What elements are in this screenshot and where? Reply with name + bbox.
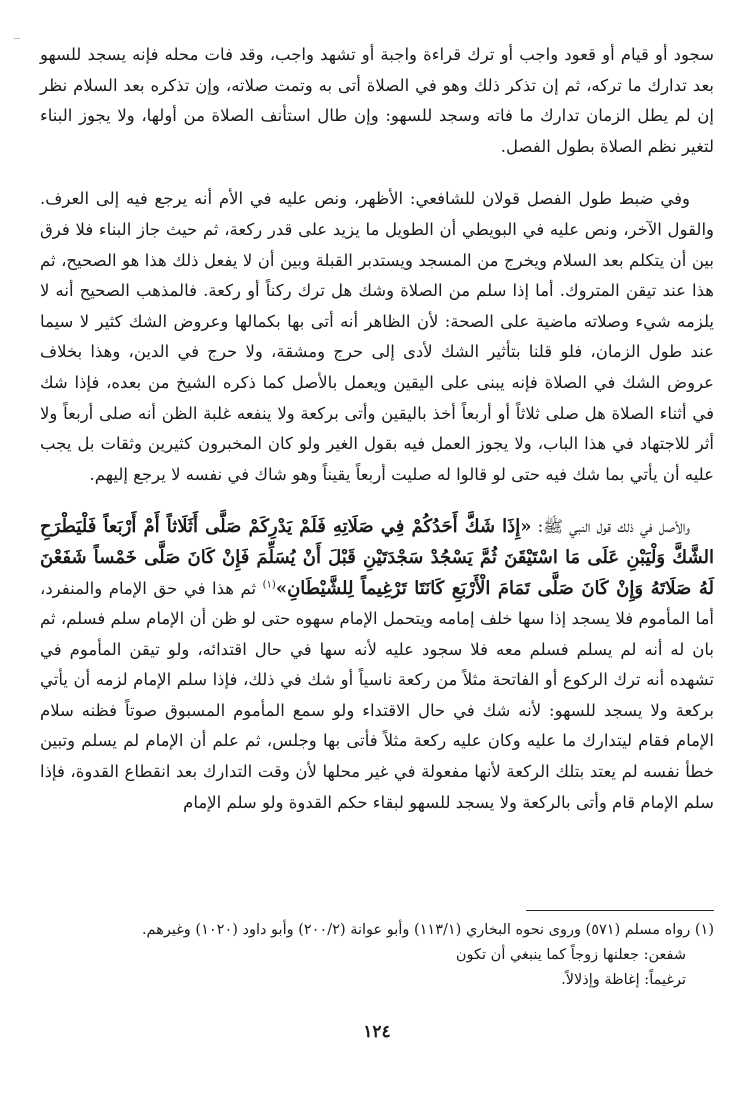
paragraph-1: سجود أو قيام أو قعود واجب أو ترك قراءة واجبة أو تشهد واجب، وقد فات محله فإنه يسجد للسهو بعد تدارك ما تركه، ثم إن تذكر ذلك وهو في الصلاة أتى به وتمت صلاته، وإن تذكره بعد السلام نظر إن لم يطل الزمان تدارك ما فاته وسجد للسهو: وإن طال استأنف الصلاة من أولها، ولا يجوز البناء لتغير نظم الصلاة بطول الفصل. [40, 45, 714, 156]
footnote-gloss-shafaan: شفعن: جعلنها زوجاً كما ينبغي أن تكون [455, 947, 686, 963]
paragraph-gap [40, 162, 714, 184]
main-text [40, 40, 714, 818]
paragraph-2: وفي ضبط طول الفصل قولان للشافعي: الأظهر، ونص عليه في الأم أنه يرجع فيه إلى العرف. والقول الآخر، ونص عليه في البويطي أن الطويل ما يزيد على قدر ركعة، ثم حيث جاز البناء فلا فرق بين أن يتكلم بعد السلام ويخرج من المسجد ويستدبر القبلة وبين أن لا يفعل ذلك هذا هو الصحيح، ثم هذا عند تيقن المتروك. أما إذا سلم من الصلاة وشك هل ترك ركناً أو ركعة. فالمذهب الصحيح أنه لا يلزمه شيء وصلاته ماضية على الصحة: لأن الظاهر أنه أتى بها بكمالها وعروض الشك كثير لا سيما عند طول الزمان، فلو قلنا بتأثير الشك لأدى إلى حرج ومشقة، ولا حرج في الدين، وهذا بخلاف عروض الشك في الصلاة فإنه يبنى على اليقين ويعمل بالأصل كما ذكره الشيخ من بعده، فإذا شك في أثناء الصلاة هل صلى ثلاثاً أو أربعاً أخذ باليقين وأتى بركعة ولا ينفعه غلبة الظن أنه صلى أربعاً ولا أثر للاجتهاد في هذا الباب، ولا يجوز العمل فيه بقول الغير ولو كان المخبرون كثيرين وثقات بل يجب عليه أن يأتي بما شك فيه حتى لو قالوا له صليت أربعاً يقيناً وهو شاك في نفسه لا يرجع إليهم. [40, 189, 714, 484]
page-number: ١٢٤ [363, 1022, 391, 1042]
footnote-1: (١) رواه مسلم (٥٧١) وروى نحوه البخاري (١١٣/١) وأبو عوانة (٢٠٠/٢) وأبو داود (١٠٢٠) وغيرهم. [141, 922, 714, 938]
paragraph-3-rest: ثم هذا في حق الإمام والمنفرد، أما المأموم فلا يسجد إذا سها خلف إمامه ويتحمل الإمام سهوه حتى لو ظن أن الإمام سلم فسلم، ثم بان له أنه لم يسلم فسلم معه فلا سجود عليه لأنه سها في حال اقتدائه، ولو تيقن المأموم في تشهده أنه ترك الركوع أو الفاتحة مثلاً من ركعة ناسياً أو شك في ذلك، فإذا سلم الإمام لزمه أن يأتي بركعة ولا يسجد للسهو: لأنه شك في حال الاقتداء ولو سمع المأموم المسبوق صوتاً فظنه سلام الإمام فقام ليتدارك ما عليه وكان عليه ركعة مثلاً فأتى بها وجلس، ثم علم أن الإمام لم يسلم وتبين خطأ نفسه لم يعتد بتلك الركعة لأنها مفعولة في غير محلها لأن وقت التدارك بعد انقطاع القدوة، فإذا سلم الإمام قام وأتى بالركعة ولا يسجد للسهو لبقاء حكم القدوة ولو سلم الإمام [40, 578, 715, 812]
footnote-gloss-targhiman: ترغيماً: إغاظة وإذلالاً. [561, 972, 686, 988]
paragraph-3 [40, 512, 714, 818]
footnote-marker: (١) [262, 579, 276, 590]
hadith-intro: والأصل في ذلك قول النبي ﷺ: [531, 517, 691, 537]
footnotes [40, 918, 714, 993]
hadith-quote: «إِذَا شَكَّ أَحَدُكُمْ فِي صَلَاتِهِ فَلَمْ يَدْرِكَمْ صَلَّى أَثَلَاثاً أَمْ أَرْبَعاً فَلْيَطْرَحِ الشَّكَّ وَلْيَبْنِ عَلَى مَا اسْتَيْقَنَ ثُمَّ يَسْجُدْ سَجْدَتَيْنِ قَبْلَ أَنْ يُسَلِّمَ فَإِنْ كَانَ صَلَّى خَمْساً شَفَعْنَ لَهُ صَلَاتَهُ وَإِنْ كَانَ صَلَّى تَمَامَ الْأَرْبَعِ كَانَتَا تَرْغِيماً لِلشَّيْطَانِ» [40, 516, 714, 599]
scan-edge-mark [14, 38, 20, 39]
footnote-rule [526, 910, 714, 911]
paragraph-gap [40, 490, 714, 512]
